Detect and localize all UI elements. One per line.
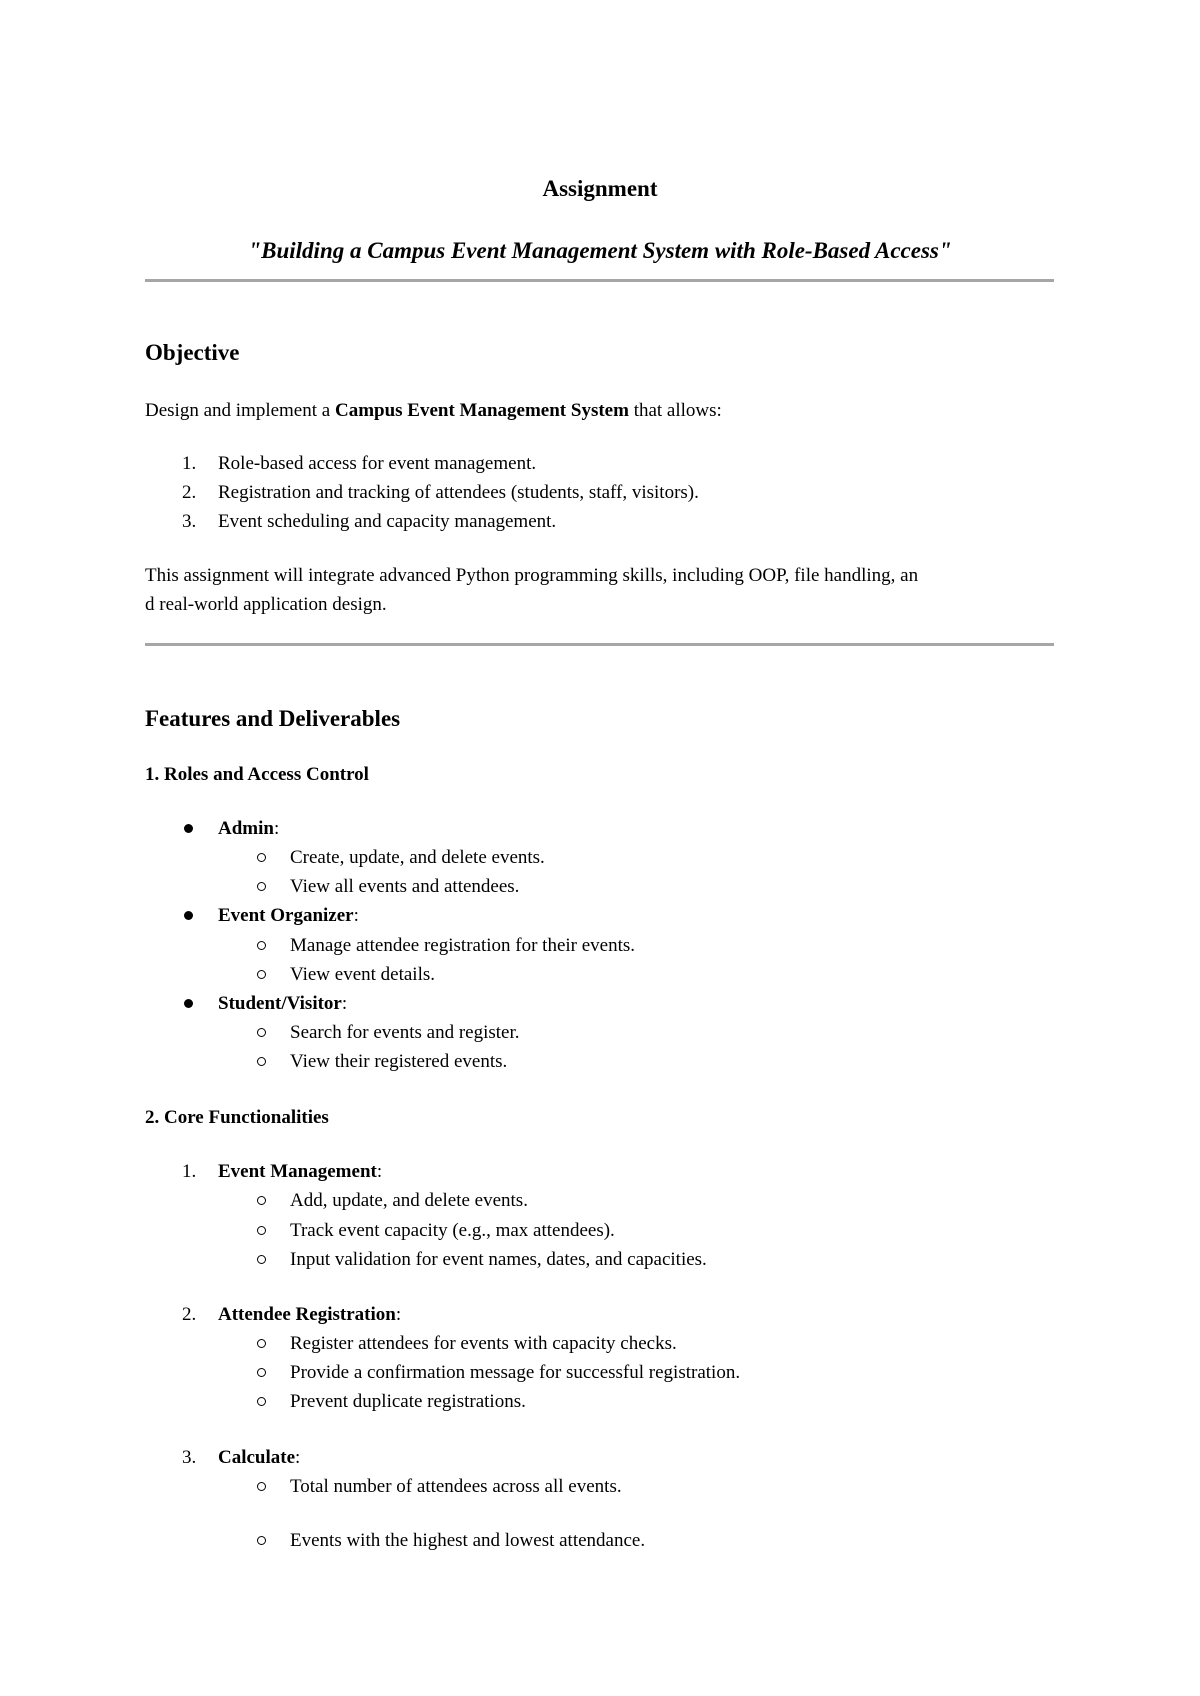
circle-bullet-icon (257, 1196, 266, 1205)
objective-item-number: 3. (182, 511, 197, 532)
colon: : (376, 1161, 383, 1182)
objective-heading: Objective (145, 340, 240, 365)
objective-note-line: d real-world application design. (145, 594, 387, 615)
objective-item: Registration and tracking of attendees (students, staff, visitors). (218, 482, 699, 503)
colon: : (353, 905, 359, 926)
circle-bullet-icon (257, 1226, 266, 1235)
objective-item: Event scheduling and capacity management. (218, 511, 557, 532)
circle-bullet-icon (257, 1255, 266, 1264)
roles-heading: 1. Roles and Access Control (145, 764, 369, 785)
core-item: Add, update, and delete events. (290, 1190, 528, 1211)
circle-bullet-icon (257, 1057, 266, 1066)
colon: : (295, 1447, 301, 1468)
objective-note-line: This assignment will integrate advanced Python programming skills, including OOP, file handling, an (145, 565, 919, 586)
disc-bullet-icon (184, 911, 193, 920)
circle-bullet-icon (257, 1397, 266, 1406)
disc-bullet-icon (184, 999, 193, 1008)
features-heading: Features and Deliverables (145, 706, 401, 731)
document-subtitle: "Building a Campus Event Management System with Role-Based Access" (248, 238, 952, 263)
circle-bullet-icon (257, 970, 266, 979)
objective-item-number: 2. (182, 482, 197, 503)
role-item: View event details. (290, 964, 436, 985)
circle-bullet-icon (257, 1536, 266, 1545)
core-group-name-text: Attendee Registration (218, 1304, 396, 1325)
role-name-text: Event Organizer (218, 905, 354, 926)
role-name (218, 904, 359, 928)
colon: : (341, 993, 348, 1014)
circle-bullet-icon (257, 882, 266, 891)
disc-bullet-icon (184, 824, 193, 833)
core-heading: 2. Core Functionalities (145, 1107, 329, 1128)
core-group-name (218, 1303, 401, 1327)
horizontal-rule (145, 279, 1054, 282)
role-name (218, 992, 347, 1016)
objective-intro (145, 396, 1065, 425)
circle-bullet-icon (257, 1368, 266, 1377)
role-item: View their registered events. (290, 1051, 508, 1072)
core-item: Events with the highest and lowest attendance. (290, 1530, 646, 1551)
core-group-name-text: Event Management (218, 1161, 377, 1182)
objective-item: Role-based access for event management. (218, 453, 537, 474)
core-group-number: 1. (182, 1161, 197, 1182)
core-item: Total number of attendees across all events. (290, 1476, 622, 1497)
core-item: Input validation for event names, dates, and capacities. (290, 1249, 707, 1270)
horizontal-rule (145, 643, 1054, 646)
role-name-text: Student/Visitor (218, 993, 342, 1014)
core-item: Prevent duplicate registrations. (290, 1391, 526, 1412)
core-item: Track event capacity (e.g., max attendees). (290, 1220, 615, 1241)
circle-bullet-icon (257, 853, 266, 862)
role-item: View all events and attendees. (290, 876, 520, 897)
objective-intro-text: Design and implement a (145, 400, 335, 421)
objective-item-number: 1. (182, 453, 197, 474)
circle-bullet-icon (257, 1482, 266, 1491)
core-item: Register attendees for events with capacity checks. (290, 1333, 677, 1354)
colon: : (395, 1304, 402, 1325)
core-group-number: 3. (182, 1447, 197, 1468)
core-group-number: 2. (182, 1304, 197, 1325)
core-group-name (218, 1160, 382, 1184)
core-group-name-text: Calculate (218, 1447, 296, 1468)
document-title: Assignment (542, 176, 658, 201)
role-item: Search for events and register. (290, 1022, 520, 1043)
colon: : (273, 818, 280, 839)
circle-bullet-icon (257, 941, 266, 950)
role-item: Create, update, and delete events. (290, 847, 545, 868)
core-group-name (218, 1446, 300, 1470)
circle-bullet-icon (257, 1028, 266, 1037)
circle-bullet-icon (257, 1339, 266, 1348)
objective-intro-text-end: that allows: (628, 400, 722, 421)
role-item: Manage attendee registration for their events. (290, 935, 636, 956)
role-name (218, 817, 279, 841)
role-name-text: Admin (218, 818, 274, 839)
objective-intro-bold: Campus Event Management System (334, 400, 629, 421)
core-item: Provide a confirmation message for successful registration. (290, 1362, 741, 1383)
